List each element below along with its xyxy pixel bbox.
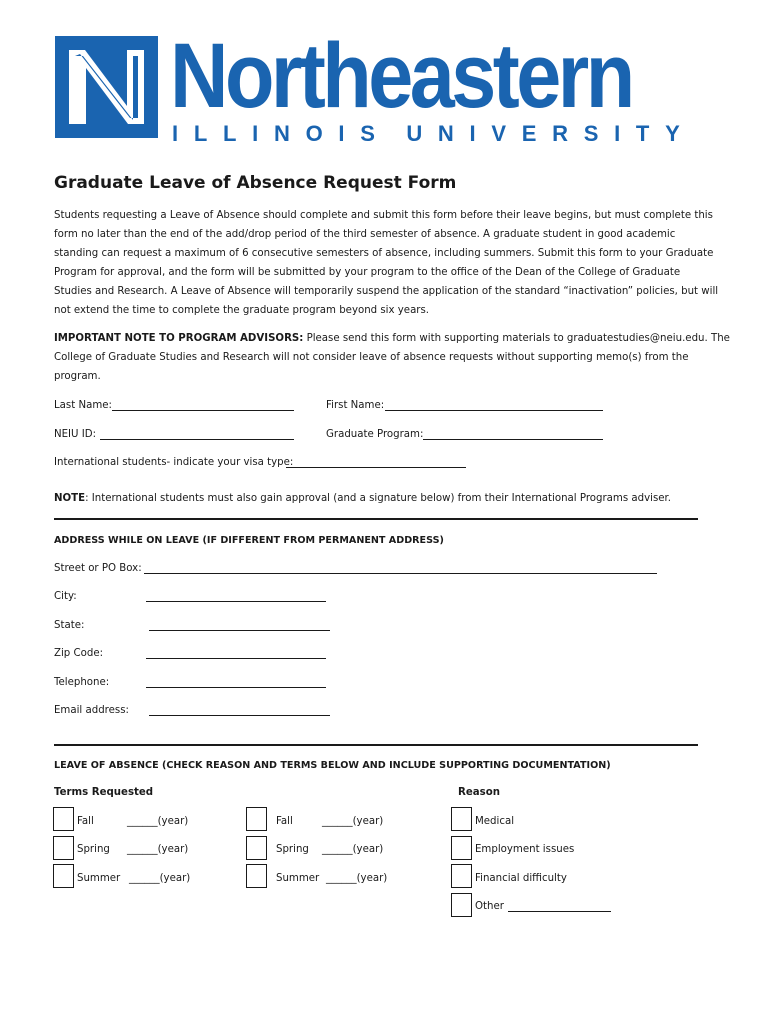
intro-line: Program for approval, and the form will be submitted by your program to the office of the Dean of the College of Graduate — [54, 267, 681, 278]
reason-financial-label: Financial difficulty — [475, 873, 567, 884]
logo-sub-letter: N — [437, 121, 454, 146]
city-label: City: — [54, 591, 77, 602]
reason-heading: Reason — [458, 787, 500, 798]
leave-section-heading: LEAVE OF ABSENCE (CHECK REASON AND TERMS BELOW AND INCLUDE SUPPORTING DOCUMENTATION) — [54, 760, 611, 771]
term-fall-label-2: Fall — [276, 816, 293, 827]
note-text: : International students must also gain approval (and a signature below) from their International Programs adviser. — [85, 493, 672, 504]
intro-line: Studies and Research. A Leave of Absence will temporarily suspend the application of the standard “inactivation” policies, but will — [54, 286, 719, 297]
university-logo-mark — [55, 36, 158, 138]
reason-medical-label: Medical — [475, 816, 515, 827]
reason-employment-checkbox[interactable] — [451, 836, 472, 860]
logo-sub-letter: I — [469, 121, 476, 146]
logo-sub-letter: E — [521, 121, 537, 146]
term-summer-year[interactable]: ______(year) — [129, 873, 191, 884]
state-field[interactable] — [149, 630, 330, 631]
term-fall-checkbox[interactable] — [53, 807, 74, 831]
address-section-heading: ADDRESS WHILE ON LEAVE (IF DIFFERENT FROM PERMANENT ADDRESS) — [54, 535, 444, 546]
neiu-id-field[interactable] — [100, 439, 294, 440]
street-label: Street or PO Box: — [54, 563, 142, 574]
advisor-note-text: Please send this form with supporting materials to graduatestudies@neiu.edu. The — [303, 333, 730, 344]
logo-sub-letter: N — [273, 121, 290, 146]
reason-employment-label: Employment issues — [475, 844, 575, 855]
term-summer-label-2: Summer — [276, 873, 320, 884]
advisor-note — [54, 329, 730, 386]
logo-sub-letter: I — [172, 121, 179, 146]
note-label: NOTE — [54, 493, 86, 504]
term-spring-checkbox[interactable] — [53, 836, 74, 860]
term-spring-year[interactable]: ______(year) — [127, 844, 189, 855]
intro-line: Students requesting a Leave of Absence should complete and submit this form before their leave begins, but must complete this — [54, 210, 713, 221]
visa-type-label: International students- indicate your visa type: — [54, 457, 294, 468]
first-name-field[interactable] — [385, 410, 603, 411]
term-summer-year-2[interactable]: ______(year) — [326, 873, 388, 884]
advisor-note-line: College of Graduate Studies and Research will not consider leave of absence requests without supporting memo(s) from the — [54, 352, 689, 363]
logo-sub-letter: T — [635, 121, 650, 146]
term-summer-label: Summer — [77, 873, 121, 884]
terms-requested-heading: Terms Requested — [54, 787, 154, 798]
reason-financial-checkbox[interactable] — [451, 864, 472, 888]
reason-other-field[interactable] — [508, 911, 611, 912]
logo-sub-letter: Y — [665, 121, 680, 146]
first-name-label: First Name: — [326, 400, 385, 411]
advisor-note-line: program. — [54, 371, 101, 382]
visa-type-field[interactable] — [286, 467, 466, 468]
last-name-label: Last Name: — [54, 400, 112, 411]
university-logo-wordmark: Northeastern — [170, 25, 632, 127]
email-address-field[interactable] — [149, 715, 330, 716]
zip-code-field[interactable] — [146, 658, 326, 659]
term-spring-checkbox-2[interactable] — [246, 836, 267, 860]
logo-sub-letter: O — [305, 121, 323, 146]
intro-line: not extend the time to complete the graduate program beyond six years. — [54, 305, 430, 316]
term-fall-year[interactable]: ______(year) — [127, 816, 189, 827]
logo-sub-letter: U — [406, 121, 423, 146]
last-name-field[interactable] — [112, 410, 294, 411]
term-summer-checkbox-2[interactable] — [246, 864, 267, 888]
graduate-program-label: Graduate Program: — [326, 429, 424, 440]
advisor-note-label: IMPORTANT NOTE TO PROGRAM ADVISORS: — [54, 333, 304, 344]
section-divider — [54, 518, 698, 520]
neiu-id-label: NEIU ID: — [54, 429, 97, 440]
email-address-label: Email address: — [54, 705, 129, 716]
logo-sub-letter: I — [252, 121, 259, 146]
reason-other-checkbox[interactable] — [451, 893, 472, 917]
intro-line: standing can request a maximum of 6 consecutive semesters of absence, including summers. Submit this form to your Graduate — [54, 248, 714, 259]
section-divider — [54, 744, 698, 746]
term-fall-label: Fall — [77, 816, 94, 827]
logo-sub-letter: L — [222, 121, 237, 146]
telephone-label: Telephone: — [54, 677, 110, 688]
logo-sub-letter: L — [193, 121, 208, 146]
term-summer-checkbox[interactable] — [53, 864, 74, 888]
form-title: Graduate Leave of Absence Request Form — [54, 173, 457, 193]
logo-sub-letter: V — [491, 121, 507, 146]
term-spring-year-2[interactable]: ______(year) — [322, 844, 384, 855]
reason-medical-checkbox[interactable] — [451, 807, 472, 831]
logo-sub-letter: S — [360, 121, 375, 146]
university-logo-subtitle — [172, 122, 680, 146]
term-fall-checkbox-2[interactable] — [246, 807, 267, 831]
graduate-program-field[interactable] — [423, 439, 603, 440]
state-label: State: — [54, 620, 85, 631]
international-note — [54, 492, 671, 506]
zip-code-label: Zip Code: — [54, 648, 104, 659]
term-spring-label-2: Spring — [276, 844, 309, 855]
term-spring-label: Spring — [77, 844, 110, 855]
logo-sub-letter: S — [583, 121, 599, 146]
street-field[interactable] — [144, 573, 657, 574]
logo-sub-letter: R — [552, 121, 568, 146]
intro-paragraph — [54, 206, 719, 320]
telephone-field[interactable] — [146, 687, 326, 688]
reason-other-label: Other — [475, 901, 504, 912]
logo-sub-letter: I — [614, 121, 621, 146]
city-field[interactable] — [146, 601, 326, 602]
term-fall-year-2[interactable]: ______(year) — [322, 816, 384, 827]
intro-line: form no later than the end of the add/drop period of the third semester of absence. A graduate student in good academic — [54, 229, 676, 240]
logo-sub-letter: I — [338, 121, 345, 146]
